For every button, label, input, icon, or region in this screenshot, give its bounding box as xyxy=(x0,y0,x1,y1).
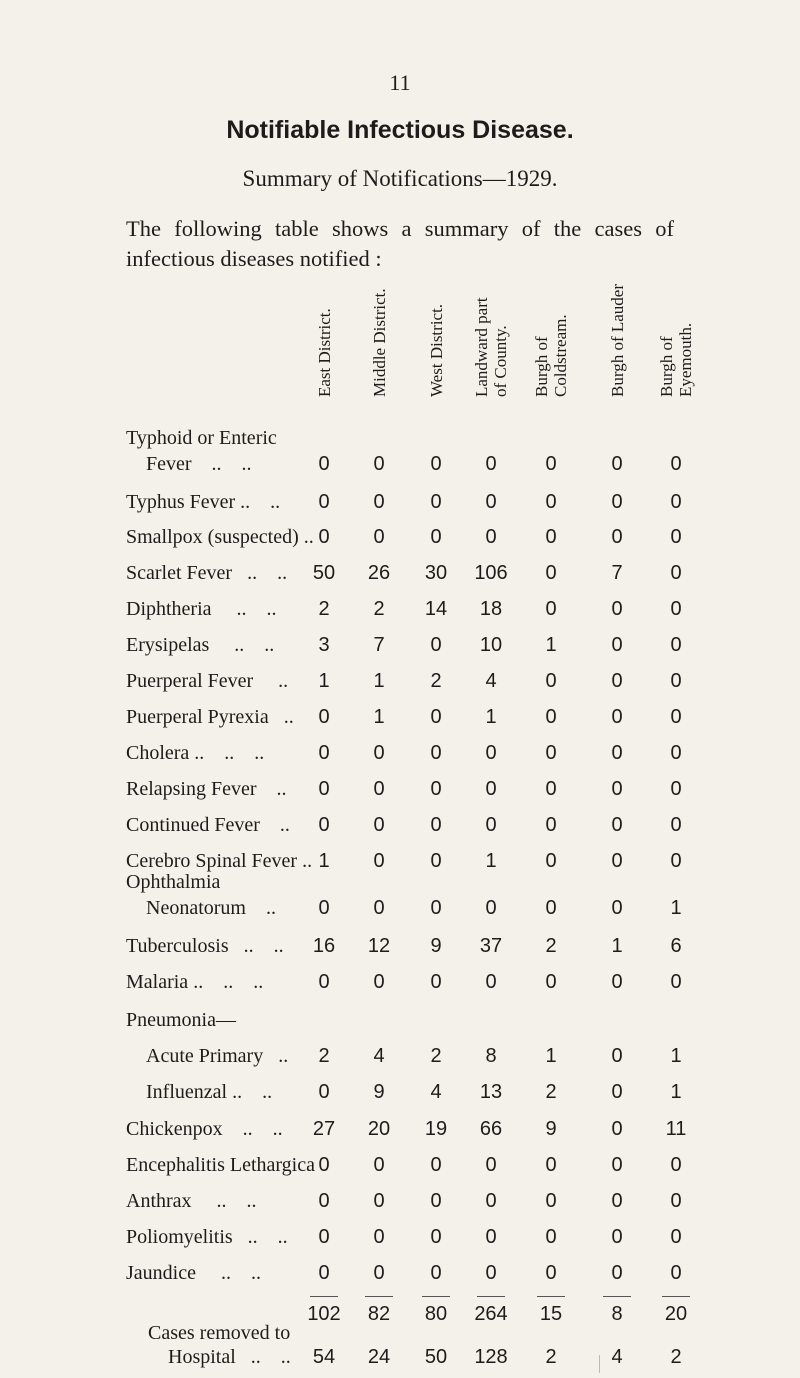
column-header xyxy=(592,275,642,397)
table-cell: 1 xyxy=(485,850,497,872)
row-label: Influenzal .. .. xyxy=(146,1081,273,1103)
table-cell: 0 xyxy=(318,1154,330,1176)
table-cell: 10 xyxy=(479,634,503,656)
table-cell: 1 xyxy=(373,706,385,728)
column-header-line: Landward part xyxy=(472,297,491,397)
column-header xyxy=(651,275,701,397)
table-cell: 0 xyxy=(373,778,385,800)
column-header xyxy=(411,275,461,397)
table-cell: 2 xyxy=(430,670,442,692)
row-label: Poliomyelitis .. .. xyxy=(126,1226,288,1248)
column-header-line: Burgh of xyxy=(657,336,676,397)
total-cell: 264 xyxy=(474,1303,508,1325)
table-cell: 0 xyxy=(670,1154,682,1176)
column-header-line: Burgh of Lauder xyxy=(607,284,627,397)
table-cell: 0 xyxy=(318,706,330,728)
table-cell: 0 xyxy=(485,897,497,919)
table-cell: 7 xyxy=(611,562,623,584)
table-cell: 0 xyxy=(318,897,330,919)
table-cell: 0 xyxy=(318,778,330,800)
table-cell: 1 xyxy=(670,1081,682,1103)
table-cell: 6 xyxy=(670,935,682,957)
table-cell: 0 xyxy=(485,778,497,800)
table-cell: 0 xyxy=(611,491,623,513)
table-cell: 0 xyxy=(318,742,330,764)
total-cell: 82 xyxy=(367,1303,391,1325)
table-cell: 0 xyxy=(318,453,330,475)
table-cell: 0 xyxy=(318,1190,330,1212)
hospital-cell: 24 xyxy=(367,1346,391,1368)
table-cell: 0 xyxy=(318,1262,330,1284)
table-cell: 0 xyxy=(611,1226,623,1248)
table-cell: 3 xyxy=(318,634,330,656)
table-cell: 11 xyxy=(665,1118,687,1140)
table-cell: 0 xyxy=(485,742,497,764)
table-cell: 0 xyxy=(373,1226,385,1248)
total-rule xyxy=(310,1296,338,1297)
table-cell: 0 xyxy=(430,850,442,872)
table-cell: 12 xyxy=(367,935,391,957)
row-label: Tuberculosis .. .. xyxy=(126,935,284,957)
row-label: Chickenpox .. .. xyxy=(126,1118,283,1140)
table-cell: 0 xyxy=(545,706,557,728)
row-label: Scarlet Fever .. .. xyxy=(126,562,288,584)
table-cell: 0 xyxy=(485,814,497,836)
table-cell: 0 xyxy=(430,1154,442,1176)
table-cell: 1 xyxy=(670,897,682,919)
row-label: Pneumonia— xyxy=(126,1009,236,1031)
table-cell: 1 xyxy=(545,634,557,656)
table-cell: 0 xyxy=(485,1262,497,1284)
table-cell: 0 xyxy=(545,491,557,513)
table-cell: 2 xyxy=(318,1045,330,1067)
total-rule xyxy=(603,1296,631,1297)
column-header-line: Burgh of xyxy=(532,336,551,397)
table-cell: 0 xyxy=(430,1190,442,1212)
table-cell: 0 xyxy=(485,526,497,548)
table-cell: 0 xyxy=(430,1226,442,1248)
table-cell: 0 xyxy=(373,971,385,993)
row-label: Typhoid or Enteric xyxy=(126,427,277,449)
table-cell: 0 xyxy=(545,1154,557,1176)
table-cell: 0 xyxy=(611,1118,623,1140)
table-cell: 9 xyxy=(430,935,442,957)
column-header-text xyxy=(427,304,446,397)
table-cell: 0 xyxy=(670,1190,682,1212)
table-cell: 0 xyxy=(611,526,623,548)
total-cell: 15 xyxy=(539,1303,563,1325)
column-header xyxy=(354,275,404,397)
row-label: Acute Primary .. xyxy=(146,1045,289,1067)
column-header-text xyxy=(370,288,389,397)
hospital-cell: 50 xyxy=(424,1346,448,1368)
table-cell: 0 xyxy=(545,1190,557,1212)
table-cell: 0 xyxy=(373,453,385,475)
hospital-label: Cases removed to xyxy=(148,1322,291,1344)
total-rule xyxy=(422,1296,450,1297)
table-cell: 0 xyxy=(430,971,442,993)
table-cell: 0 xyxy=(670,850,682,872)
table-cell: 0 xyxy=(485,1226,497,1248)
table-cell: 16 xyxy=(312,935,336,957)
row-label: Relapsing Fever .. xyxy=(126,778,287,800)
column-header-line: East District. xyxy=(314,308,334,397)
hospital-cell: 54 xyxy=(312,1346,336,1368)
table-cell: 0 xyxy=(670,742,682,764)
table-cell: 0 xyxy=(545,562,557,584)
table-cell: 0 xyxy=(545,971,557,993)
table-cell: 50 xyxy=(312,562,336,584)
table-cell: 1 xyxy=(670,1045,682,1067)
table-cell: 0 xyxy=(430,491,442,513)
table-cell: 0 xyxy=(670,778,682,800)
table-cell: 0 xyxy=(373,897,385,919)
table-cell: 0 xyxy=(373,1262,385,1284)
table-cell: 0 xyxy=(430,1262,442,1284)
table-cell: 0 xyxy=(318,1226,330,1248)
table-cell: 0 xyxy=(670,706,682,728)
table-cell: 0 xyxy=(611,897,623,919)
column-header-text xyxy=(472,297,510,397)
table-cell: 0 xyxy=(373,814,385,836)
table-cell: 1 xyxy=(611,935,623,957)
table-cell: 106 xyxy=(474,562,508,584)
table-cell: 4 xyxy=(373,1045,385,1067)
table-cell: 1 xyxy=(318,670,330,692)
column-header-line: Eyemouth. xyxy=(676,322,695,397)
total-rule xyxy=(662,1296,690,1297)
row-label: Erysipelas .. .. xyxy=(126,634,275,656)
table-cell: 0 xyxy=(430,453,442,475)
table-cell: 2 xyxy=(318,598,330,620)
table-cell: 0 xyxy=(318,814,330,836)
row-label: Jaundice .. .. xyxy=(126,1262,261,1284)
row-label: Encephalitis Lethargica xyxy=(126,1154,315,1176)
hospital-cell: 4 xyxy=(611,1346,623,1368)
table-cell: 0 xyxy=(430,526,442,548)
table-cell: 0 xyxy=(373,1190,385,1212)
table-cell: 0 xyxy=(611,971,623,993)
table-cell: 0 xyxy=(611,742,623,764)
row-label: Cholera .. .. .. xyxy=(126,742,265,764)
table-cell: 8 xyxy=(485,1045,497,1067)
table-cell: 0 xyxy=(373,491,385,513)
margin-tick xyxy=(599,1355,600,1373)
table-cell: 0 xyxy=(318,1081,330,1103)
table-cell: 0 xyxy=(545,814,557,836)
table-cell: 0 xyxy=(611,1154,623,1176)
table-cell: 0 xyxy=(485,971,497,993)
row-label: Puerperal Pyrexia .. xyxy=(126,706,294,728)
table-cell: 0 xyxy=(545,453,557,475)
table-cell: 0 xyxy=(611,814,623,836)
table-cell: 0 xyxy=(670,526,682,548)
table-cell: 9 xyxy=(373,1081,385,1103)
table-cell: 0 xyxy=(485,1190,497,1212)
table-cell: 0 xyxy=(545,1262,557,1284)
row-label: Anthrax .. .. xyxy=(126,1190,257,1212)
table-cell: 0 xyxy=(545,850,557,872)
table-cell: 0 xyxy=(670,634,682,656)
table-cell: 0 xyxy=(485,491,497,513)
row-label: Ophthalmia xyxy=(126,871,221,893)
table-cell: 0 xyxy=(430,706,442,728)
table-cell: 0 xyxy=(545,670,557,692)
total-cell: 8 xyxy=(611,1303,623,1325)
table-cell: 0 xyxy=(670,1226,682,1248)
table-cell: 7 xyxy=(373,634,385,656)
table-cell: 1 xyxy=(485,706,497,728)
column-header-text xyxy=(657,323,695,397)
column-header-line: Middle District. xyxy=(369,288,389,397)
table-cell: 2 xyxy=(373,598,385,620)
table-cell: 37 xyxy=(479,935,503,957)
page-subtitle: Summary of Notifications—1929. xyxy=(242,166,558,191)
row-label: Fever .. .. xyxy=(146,453,252,475)
table-cell: 0 xyxy=(670,491,682,513)
table-cell: 0 xyxy=(611,706,623,728)
row-label: Smallpox (suspected) .. xyxy=(126,526,314,548)
table-cell: 0 xyxy=(611,1081,623,1103)
hospital-cell: 2 xyxy=(545,1346,557,1368)
table-cell: 0 xyxy=(430,897,442,919)
table-cell: 13 xyxy=(479,1081,503,1103)
table-cell: 26 xyxy=(367,562,391,584)
table-cell: 0 xyxy=(611,778,623,800)
table-cell: 0 xyxy=(611,1045,623,1067)
table-cell: 2 xyxy=(545,1081,557,1103)
table-cell: 4 xyxy=(430,1081,442,1103)
table-cell: 9 xyxy=(545,1118,557,1140)
table-cell: 0 xyxy=(611,453,623,475)
total-rule xyxy=(477,1296,505,1297)
table-cell: 19 xyxy=(424,1118,448,1140)
column-header-text xyxy=(315,308,334,397)
table-cell: 0 xyxy=(545,598,557,620)
total-rule xyxy=(537,1296,565,1297)
table-cell: 0 xyxy=(545,526,557,548)
table-cell: 0 xyxy=(430,742,442,764)
column-header xyxy=(299,275,349,397)
table-cell: 18 xyxy=(479,598,503,620)
row-label: Cerebro Spinal Fever .. xyxy=(126,850,313,872)
table-cell: 0 xyxy=(318,971,330,993)
table-cell: 0 xyxy=(545,778,557,800)
row-label: Diphtheria .. .. xyxy=(126,598,277,620)
table-cell: 0 xyxy=(611,634,623,656)
column-header-text xyxy=(532,314,570,397)
table-cell: 2 xyxy=(545,935,557,957)
hospital-cell: 128 xyxy=(474,1346,508,1368)
column-header xyxy=(526,275,576,397)
table-cell: 2 xyxy=(430,1045,442,1067)
column-header-line: West District. xyxy=(426,303,446,397)
table-cell: 0 xyxy=(670,598,682,620)
table-cell: 66 xyxy=(479,1118,503,1140)
table-cell: 4 xyxy=(485,670,497,692)
row-label: Neonatorum .. xyxy=(146,897,276,919)
table-cell: 0 xyxy=(670,971,682,993)
table-cell: 0 xyxy=(545,1226,557,1248)
table-cell: 0 xyxy=(611,1262,623,1284)
table-cell: 0 xyxy=(670,670,682,692)
hospital-label: Hospital .. .. xyxy=(168,1346,291,1368)
table-cell: 0 xyxy=(373,526,385,548)
table-cell: 30 xyxy=(424,562,448,584)
table-cell: 20 xyxy=(367,1118,391,1140)
table-cell: 27 xyxy=(312,1118,336,1140)
page-number: 11 xyxy=(389,70,411,95)
table-cell: 0 xyxy=(545,742,557,764)
table-cell: 0 xyxy=(611,598,623,620)
column-header-line: Coldstream. xyxy=(551,314,570,397)
column-header-text xyxy=(608,284,627,397)
total-cell: 20 xyxy=(664,1303,688,1325)
column-header-line: of County. xyxy=(491,325,510,397)
total-rule xyxy=(365,1296,393,1297)
table-cell: 14 xyxy=(424,598,448,620)
total-cell: 102 xyxy=(307,1303,341,1325)
table-cell: 0 xyxy=(670,814,682,836)
table-cell: 0 xyxy=(611,850,623,872)
table-cell: 0 xyxy=(611,670,623,692)
total-cell: 80 xyxy=(424,1303,448,1325)
column-header xyxy=(466,275,516,397)
table-cell: 0 xyxy=(545,897,557,919)
table-cell: 0 xyxy=(430,634,442,656)
table-cell: 0 xyxy=(485,453,497,475)
table-cell: 1 xyxy=(373,670,385,692)
table-cell: 0 xyxy=(318,491,330,513)
table-cell: 0 xyxy=(318,526,330,548)
table-cell: 0 xyxy=(430,814,442,836)
row-label: Continued Fever .. xyxy=(126,814,290,836)
table-cell: 1 xyxy=(545,1045,557,1067)
table-cell: 0 xyxy=(430,778,442,800)
table-cell: 0 xyxy=(670,1262,682,1284)
row-label: Malaria .. .. .. xyxy=(126,971,264,993)
intro-paragraph: The following table shows a summary of the cases of infectious diseases notified : xyxy=(126,216,674,271)
page-title: Notifiable Infectious Disease. xyxy=(226,116,574,144)
hospital-cell: 2 xyxy=(670,1346,682,1368)
table-cell: 0 xyxy=(670,453,682,475)
table-cell: 0 xyxy=(373,742,385,764)
table-cell: 0 xyxy=(373,1154,385,1176)
table-cell: 1 xyxy=(318,850,330,872)
table-cell: 0 xyxy=(485,1154,497,1176)
table-cell: 0 xyxy=(670,562,682,584)
row-label: Puerperal Fever .. xyxy=(126,670,289,692)
table-cell: 0 xyxy=(611,1190,623,1212)
row-label: Typhus Fever .. .. xyxy=(126,491,281,513)
table-cell: 0 xyxy=(373,850,385,872)
